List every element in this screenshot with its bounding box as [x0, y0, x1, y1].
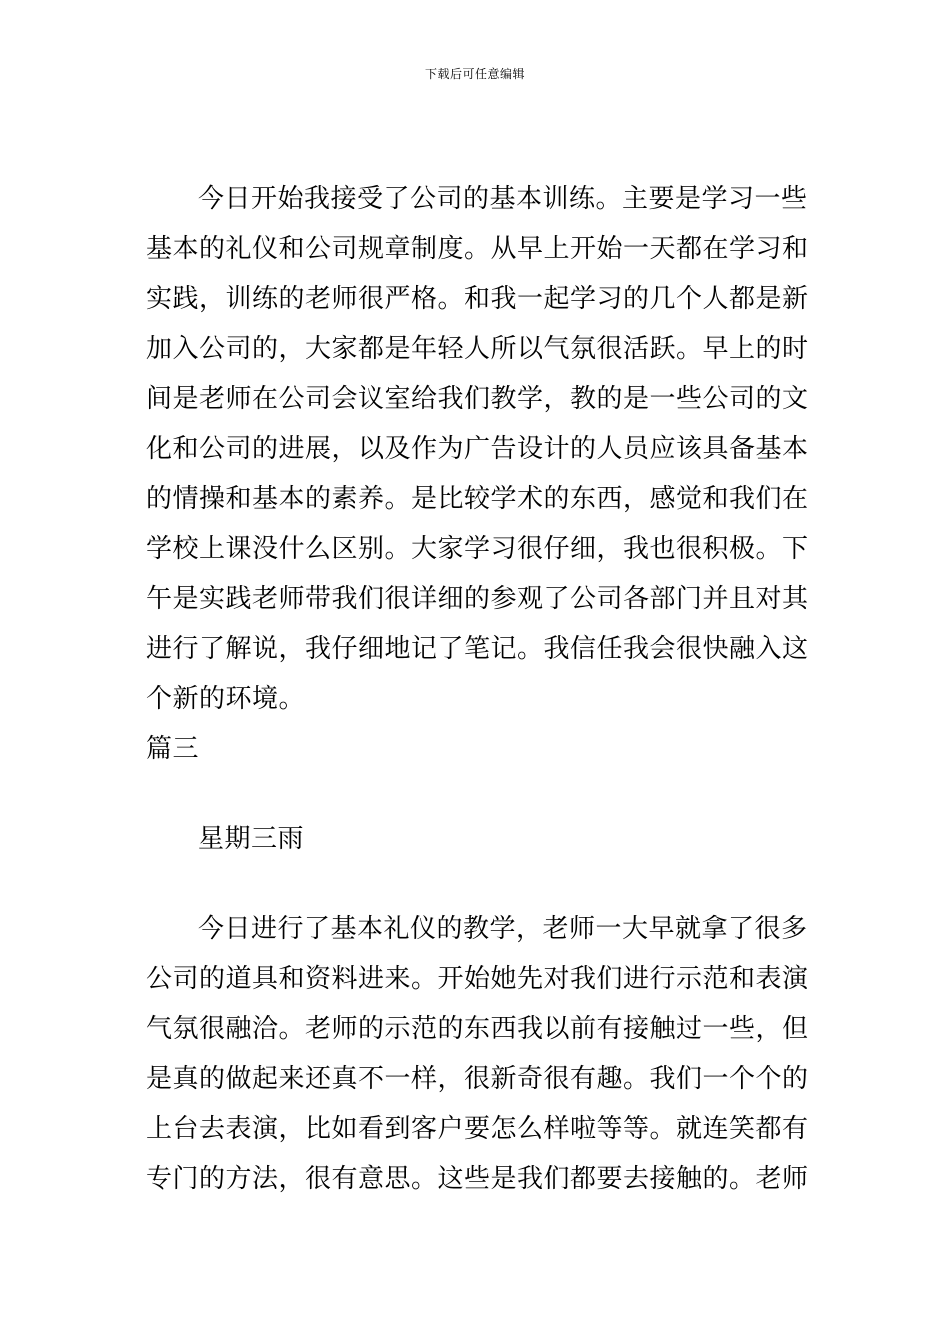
text-line: 午是实践老师带我们很详细的参观了公司各部门并且对其: [146, 584, 809, 614]
text-line: 的情操和基本的素养。是比较学术的东西，感觉和我们在: [146, 484, 809, 514]
text-line: 化和公司的进展，以及作为广告设计的人员应该具备基本: [146, 434, 809, 464]
text-line: 气氛很融洽。老师的示范的东西我以前有接触过一些，但: [146, 1014, 809, 1044]
section-title: 篇三: [146, 734, 200, 764]
date-line: 星期三雨: [198, 824, 305, 854]
document-body: [146, 174, 809, 1204]
text-line: 个新的环境。: [146, 684, 306, 714]
text-line: 进行了解说，我仔细地记了笔记。我信任我会很快融入这: [146, 634, 809, 664]
text-line: 是真的做起来还真不一样，很新奇很有趣。我们一个个的: [146, 1064, 809, 1094]
spacer: [146, 774, 806, 814]
paragraph-1: [146, 174, 809, 724]
text-line: 基本的礼仪和公司规章制度。从早上开始一天都在学习和: [146, 234, 809, 264]
text-line: 实践，训练的老师很严格。和我一起学习的几个人都是新: [146, 284, 809, 314]
text-line: 间是老师在公司会议室给我们教学，教的是一些公司的文: [146, 384, 809, 414]
paragraph-2: [146, 904, 809, 1204]
text-line: 学校上课没什么区别。大家学习很仔细，我也很积极。下: [146, 534, 809, 564]
text-line: 上台去表演，比如看到客户要怎么样啦等等。就连笑都有: [146, 1114, 809, 1144]
text-line: 加入公司的，大家都是年轻人所以气氛很活跃。早上的时: [146, 334, 809, 364]
text-line: 专门的方法，很有意思。这些是我们都要去接触的。老师: [146, 1164, 809, 1194]
text-line: 公司的道具和资料进来。开始她先对我们进行示范和表演: [146, 964, 809, 994]
text-line: 今日进行了基本礼仪的教学，老师一大早就拿了很多: [198, 914, 808, 944]
text-line: 今日开始我接受了公司的基本训练。主要是学习一些: [198, 184, 808, 214]
page-header: 下载后可任意编辑: [424, 67, 525, 81]
spacer: [146, 864, 806, 904]
